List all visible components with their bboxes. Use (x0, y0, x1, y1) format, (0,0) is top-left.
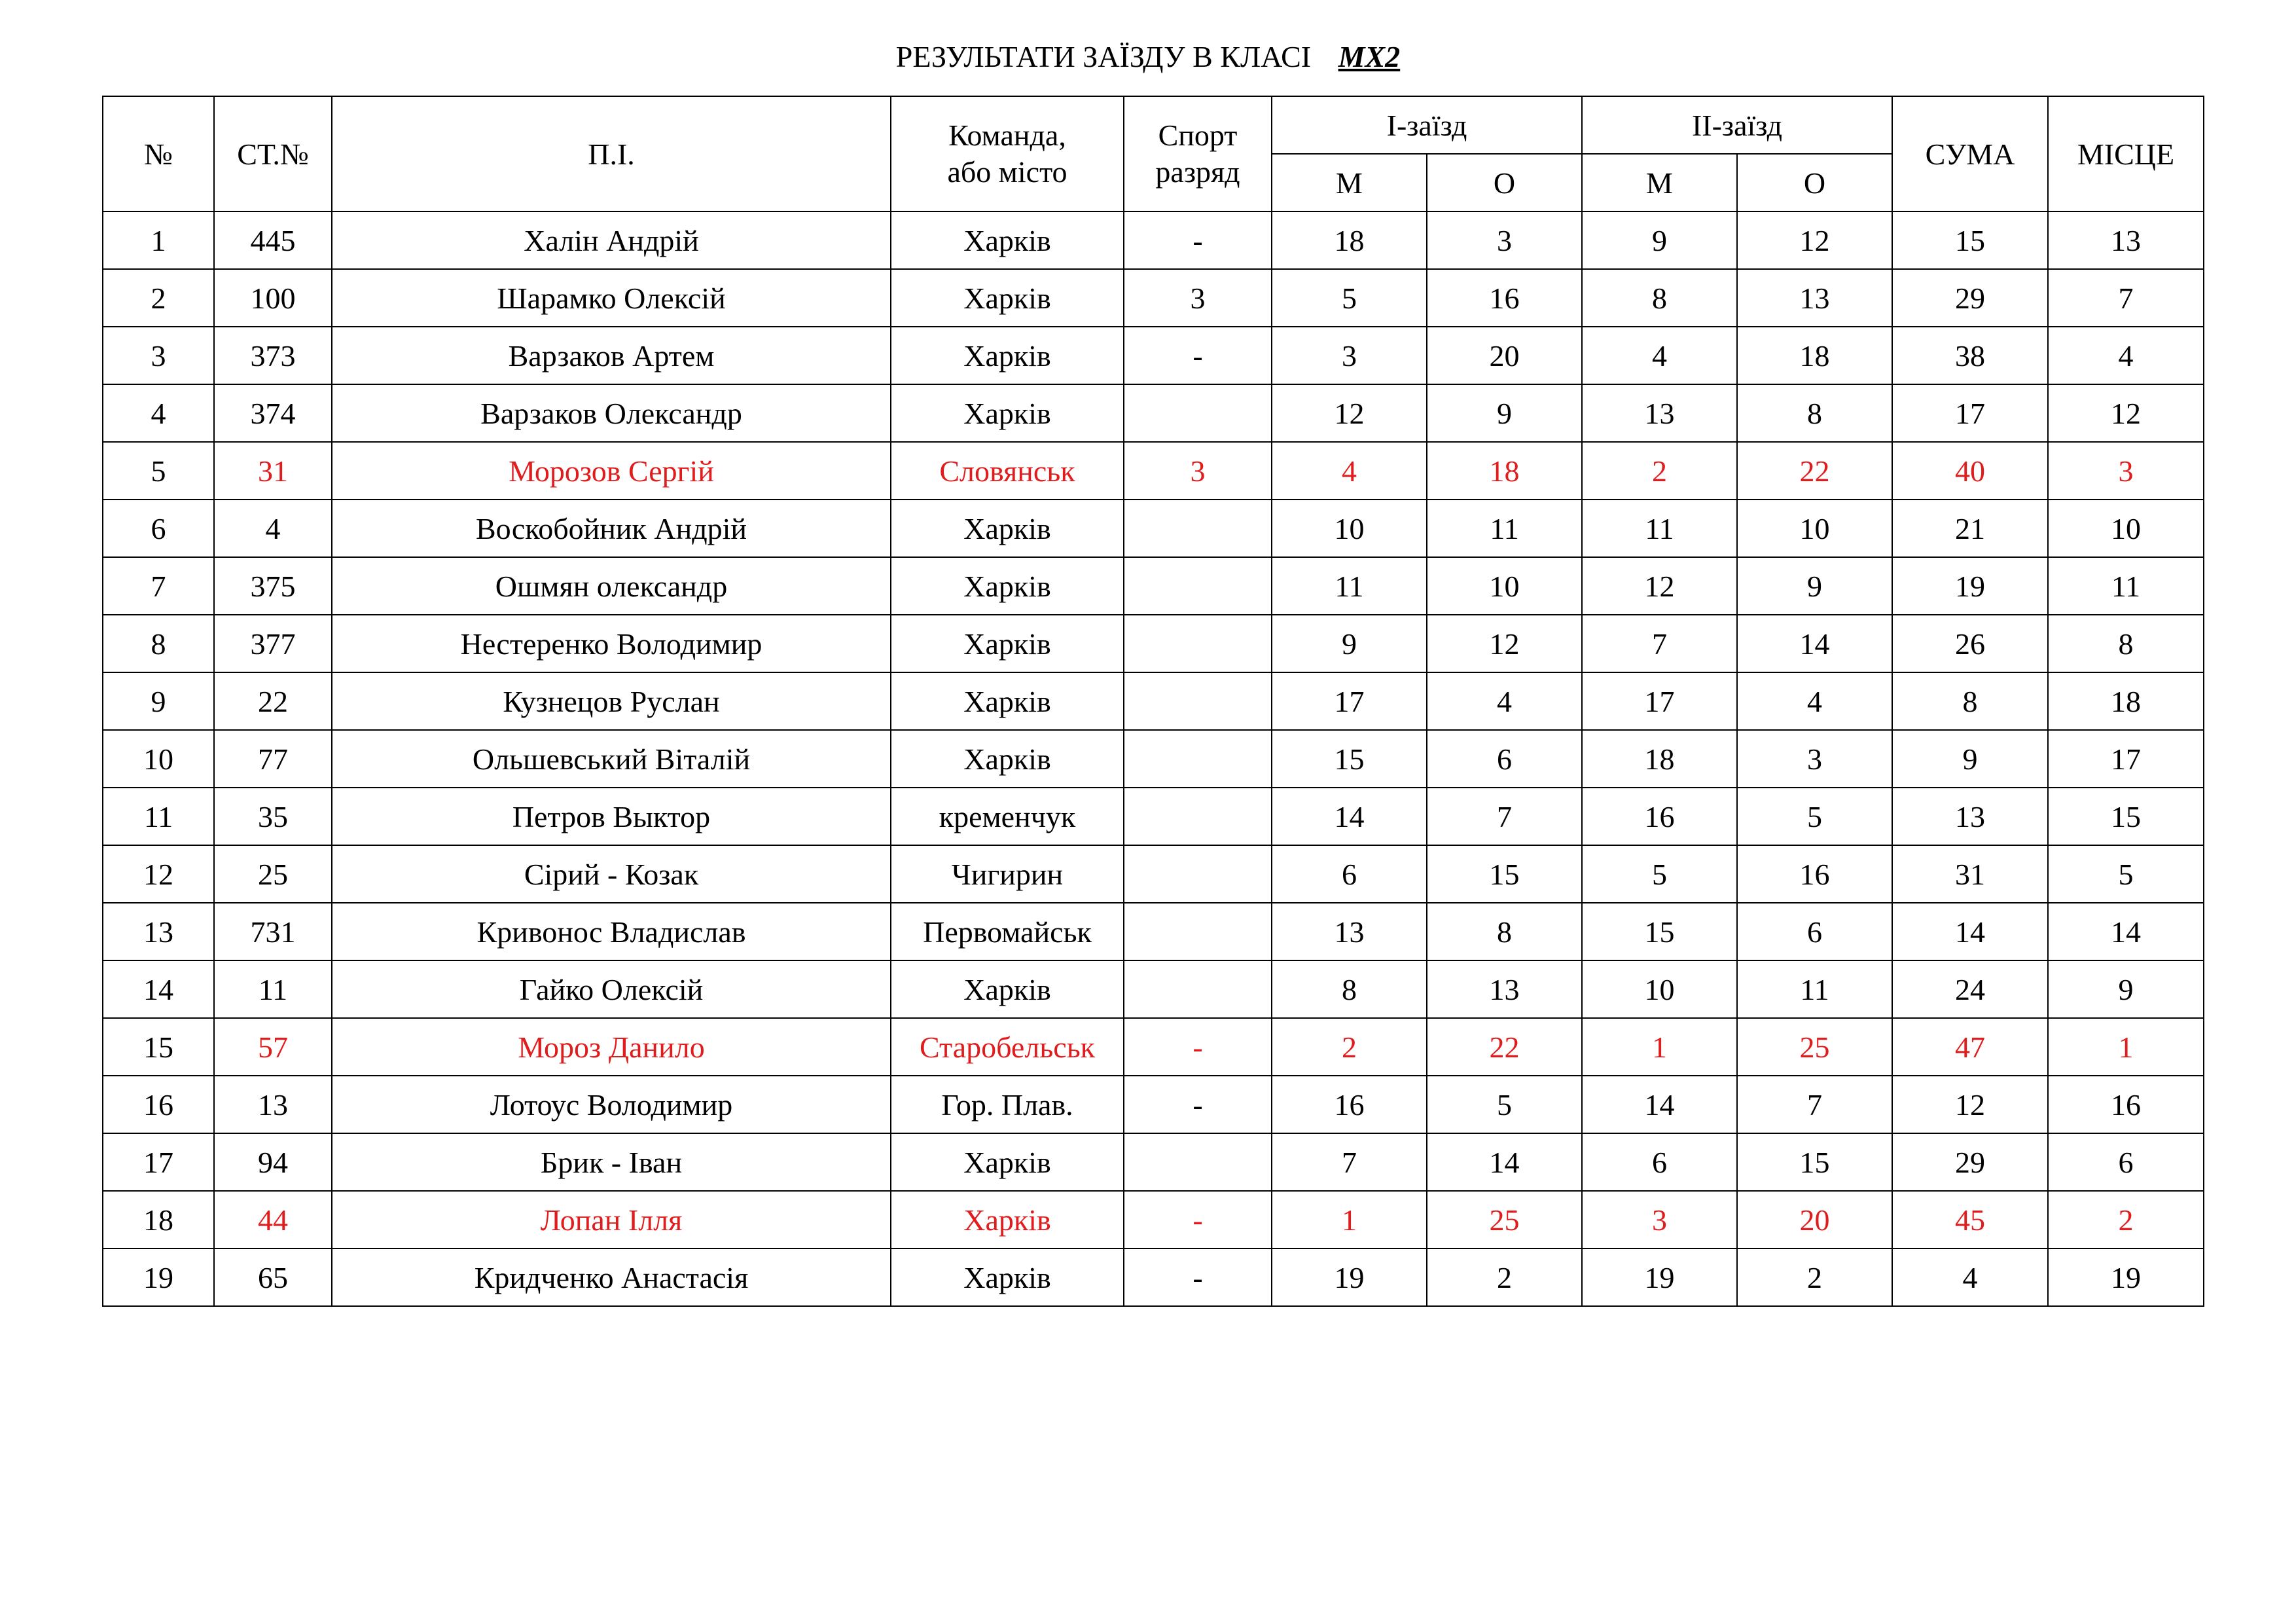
cell-name: Варзаков Олександр (332, 384, 891, 442)
cell-place: 11 (2048, 557, 2204, 615)
cell-race2-o: 2 (1737, 1249, 1892, 1306)
cell-race1-m: 18 (1272, 211, 1427, 269)
cell-rank: - (1124, 1249, 1272, 1306)
cell-rank: - (1124, 1076, 1272, 1133)
cell-race1-o: 4 (1427, 672, 1582, 730)
cell-race1-o: 25 (1427, 1191, 1582, 1249)
cell-name: Морозов Сергій (332, 442, 891, 500)
cell-race2-o: 8 (1737, 384, 1892, 442)
cell-sum: 9 (1892, 730, 2048, 788)
cell-race2-o: 5 (1737, 788, 1892, 845)
cell-name: Гайко Олексій (332, 960, 891, 1018)
cell-name: Лопан Ілля (332, 1191, 891, 1249)
cell-team: Харків (891, 615, 1124, 672)
cell-team: Харків (891, 960, 1124, 1018)
cell-rank (1124, 384, 1272, 442)
cell-race1-o: 8 (1427, 903, 1582, 960)
cell-team: Харків (891, 211, 1124, 269)
cell-race2-o: 6 (1737, 903, 1892, 960)
cell-sum: 29 (1892, 269, 2048, 327)
cell-sum: 8 (1892, 672, 2048, 730)
cell-race1-o: 20 (1427, 327, 1582, 384)
header-place: МІСЦЕ (2048, 96, 2204, 211)
cell-rank: - (1124, 327, 1272, 384)
cell-race2-m: 19 (1582, 1249, 1737, 1306)
cell-team: Харків (891, 1249, 1124, 1306)
cell-team: Харків (891, 1191, 1124, 1249)
cell-place: 12 (2048, 384, 2204, 442)
cell-race1-o: 18 (1427, 442, 1582, 500)
cell-race2-o: 11 (1737, 960, 1892, 1018)
cell-place: 15 (2048, 788, 2204, 845)
results-table (102, 96, 2204, 1307)
cell-team: Словянськ (891, 442, 1124, 500)
page-title (0, 39, 2296, 74)
cell-start-num: 13 (214, 1076, 332, 1133)
header-rank-line2: разряд (1155, 155, 1240, 189)
cell-start-num: 31 (214, 442, 332, 500)
header-race1: І-заїзд (1272, 96, 1582, 154)
cell-sum: 13 (1892, 788, 2048, 845)
cell-race2-m: 7 (1582, 615, 1737, 672)
cell-race2-o: 20 (1737, 1191, 1892, 1249)
table-body (103, 211, 2204, 1306)
cell-rank (1124, 672, 1272, 730)
header-race2-o: О (1737, 154, 1892, 211)
cell-sum: 26 (1892, 615, 2048, 672)
cell-team: кременчук (891, 788, 1124, 845)
header-race2-m: М (1582, 154, 1737, 211)
cell-race2-o: 18 (1737, 327, 1892, 384)
cell-race2-m: 17 (1582, 672, 1737, 730)
cell-team: Харків (891, 327, 1124, 384)
cell-race2-m: 18 (1582, 730, 1737, 788)
cell-rank (1124, 960, 1272, 1018)
cell-team: Гор. Плав. (891, 1076, 1124, 1133)
table-row (103, 903, 2204, 960)
table-row (103, 327, 2204, 384)
cell-start-num: 77 (214, 730, 332, 788)
title-prefix: РЕЗУЛЬТАТИ ЗАЇЗДУ В КЛАСІ (895, 40, 1312, 73)
cell-start-num: 731 (214, 903, 332, 960)
cell-race1-o: 12 (1427, 615, 1582, 672)
cell-num: 9 (103, 672, 214, 730)
cell-num: 4 (103, 384, 214, 442)
cell-rank (1124, 730, 1272, 788)
cell-race2-o: 25 (1737, 1018, 1892, 1076)
cell-place: 2 (2048, 1191, 2204, 1249)
header-num: № (103, 96, 214, 211)
cell-num: 16 (103, 1076, 214, 1133)
cell-num: 14 (103, 960, 214, 1018)
cell-race1-m: 7 (1272, 1133, 1427, 1191)
cell-race1-m: 19 (1272, 1249, 1427, 1306)
cell-num: 1 (103, 211, 214, 269)
cell-name: Нестеренко Володимир (332, 615, 891, 672)
cell-start-num: 374 (214, 384, 332, 442)
table-row (103, 1076, 2204, 1133)
header-team (891, 96, 1124, 211)
cell-name: Ольшевський Віталій (332, 730, 891, 788)
table-row (103, 442, 2204, 500)
cell-num: 8 (103, 615, 214, 672)
cell-race1-m: 1 (1272, 1191, 1427, 1249)
cell-rank: - (1124, 1191, 1272, 1249)
cell-place: 9 (2048, 960, 2204, 1018)
cell-place: 7 (2048, 269, 2204, 327)
cell-race1-m: 6 (1272, 845, 1427, 903)
cell-sum: 12 (1892, 1076, 2048, 1133)
header-sum: СУМА (1892, 96, 2048, 211)
cell-race2-o: 22 (1737, 442, 1892, 500)
cell-start-num: 375 (214, 557, 332, 615)
cell-place: 1 (2048, 1018, 2204, 1076)
cell-race2-m: 12 (1582, 557, 1737, 615)
cell-num: 6 (103, 500, 214, 557)
cell-rank (1124, 903, 1272, 960)
cell-race2-m: 13 (1582, 384, 1737, 442)
cell-race2-m: 14 (1582, 1076, 1737, 1133)
class-name: MX2 (1338, 40, 1401, 73)
cell-race1-o: 10 (1427, 557, 1582, 615)
cell-race1-m: 9 (1272, 615, 1427, 672)
cell-race2-m: 11 (1582, 500, 1737, 557)
cell-start-num: 100 (214, 269, 332, 327)
cell-race1-m: 16 (1272, 1076, 1427, 1133)
cell-name: Лотоус Володимир (332, 1076, 891, 1133)
cell-race2-m: 16 (1582, 788, 1737, 845)
cell-rank: 3 (1124, 442, 1272, 500)
cell-name: Кузнецов Руслан (332, 672, 891, 730)
cell-num: 7 (103, 557, 214, 615)
cell-race2-o: 7 (1737, 1076, 1892, 1133)
cell-race1-m: 4 (1272, 442, 1427, 500)
table-row (103, 960, 2204, 1018)
cell-team: Харків (891, 384, 1124, 442)
cell-place: 4 (2048, 327, 2204, 384)
cell-name: Брик - Іван (332, 1133, 891, 1191)
cell-place: 14 (2048, 903, 2204, 960)
cell-race2-o: 15 (1737, 1133, 1892, 1191)
cell-sum: 31 (1892, 845, 2048, 903)
cell-name: Варзаков Артем (332, 327, 891, 384)
cell-rank (1124, 557, 1272, 615)
cell-race1-o: 22 (1427, 1018, 1582, 1076)
cell-num: 12 (103, 845, 214, 903)
cell-team: Харків (891, 500, 1124, 557)
table-row (103, 1249, 2204, 1306)
cell-race2-o: 12 (1737, 211, 1892, 269)
cell-num: 15 (103, 1018, 214, 1076)
cell-race1-o: 16 (1427, 269, 1582, 327)
cell-race2-m: 1 (1582, 1018, 1737, 1076)
cell-race1-o: 9 (1427, 384, 1582, 442)
table-header (103, 96, 2204, 211)
cell-race1-o: 14 (1427, 1133, 1582, 1191)
cell-name: Халін Андрій (332, 211, 891, 269)
cell-place: 5 (2048, 845, 2204, 903)
cell-num: 10 (103, 730, 214, 788)
cell-team: Харків (891, 557, 1124, 615)
cell-sum: 45 (1892, 1191, 2048, 1249)
cell-race1-o: 13 (1427, 960, 1582, 1018)
table-row (103, 845, 2204, 903)
cell-team: Харків (891, 269, 1124, 327)
cell-team: Чигирин (891, 845, 1124, 903)
table-row (103, 672, 2204, 730)
cell-race2-o: 9 (1737, 557, 1892, 615)
cell-place: 19 (2048, 1249, 2204, 1306)
cell-race2-m: 3 (1582, 1191, 1737, 1249)
cell-race2-o: 4 (1737, 672, 1892, 730)
header-race1-m: М (1272, 154, 1427, 211)
cell-rank (1124, 788, 1272, 845)
table-row (103, 730, 2204, 788)
cell-start-num: 44 (214, 1191, 332, 1249)
cell-race1-o: 7 (1427, 788, 1582, 845)
table-row (103, 557, 2204, 615)
cell-sum: 47 (1892, 1018, 2048, 1076)
cell-place: 17 (2048, 730, 2204, 788)
cell-race2-o: 16 (1737, 845, 1892, 903)
cell-start-num: 65 (214, 1249, 332, 1306)
cell-sum: 15 (1892, 211, 2048, 269)
cell-start-num: 4 (214, 500, 332, 557)
cell-num: 3 (103, 327, 214, 384)
cell-race1-o: 11 (1427, 500, 1582, 557)
cell-sum: 24 (1892, 960, 2048, 1018)
table-row (103, 615, 2204, 672)
table-row (103, 1191, 2204, 1249)
header-start-num: СТ.№ (214, 96, 332, 211)
cell-race2-m: 9 (1582, 211, 1737, 269)
cell-race1-m: 14 (1272, 788, 1427, 845)
cell-race2-m: 10 (1582, 960, 1737, 1018)
table-row (103, 788, 2204, 845)
cell-start-num: 57 (214, 1018, 332, 1076)
cell-race1-o: 15 (1427, 845, 1582, 903)
header-race1-o: О (1427, 154, 1582, 211)
cell-race1-m: 17 (1272, 672, 1427, 730)
cell-place: 6 (2048, 1133, 2204, 1191)
cell-race2-m: 15 (1582, 903, 1737, 960)
cell-race1-m: 3 (1272, 327, 1427, 384)
cell-race1-m: 2 (1272, 1018, 1427, 1076)
cell-sum: 40 (1892, 442, 2048, 500)
cell-place: 13 (2048, 211, 2204, 269)
cell-race1-o: 2 (1427, 1249, 1582, 1306)
cell-num: 19 (103, 1249, 214, 1306)
cell-start-num: 373 (214, 327, 332, 384)
cell-race2-o: 14 (1737, 615, 1892, 672)
cell-team: Харків (891, 672, 1124, 730)
cell-rank (1124, 615, 1272, 672)
cell-place: 16 (2048, 1076, 2204, 1133)
cell-start-num: 377 (214, 615, 332, 672)
cell-race1-m: 12 (1272, 384, 1427, 442)
cell-race2-o: 3 (1737, 730, 1892, 788)
table-row (103, 1018, 2204, 1076)
cell-race2-m: 4 (1582, 327, 1737, 384)
cell-team: Первомайськ (891, 903, 1124, 960)
cell-rank: - (1124, 1018, 1272, 1076)
cell-place: 8 (2048, 615, 2204, 672)
cell-num: 2 (103, 269, 214, 327)
cell-num: 13 (103, 903, 214, 960)
cell-rank (1124, 500, 1272, 557)
cell-race2-m: 8 (1582, 269, 1737, 327)
cell-name: Сірий - Козак (332, 845, 891, 903)
cell-name: Петров Выктор (332, 788, 891, 845)
cell-rank (1124, 845, 1272, 903)
cell-start-num: 445 (214, 211, 332, 269)
cell-sum: 17 (1892, 384, 2048, 442)
cell-race1-m: 8 (1272, 960, 1427, 1018)
cell-start-num: 25 (214, 845, 332, 903)
cell-team: Харків (891, 730, 1124, 788)
cell-num: 18 (103, 1191, 214, 1249)
cell-sum: 29 (1892, 1133, 2048, 1191)
cell-team: Харків (891, 1133, 1124, 1191)
cell-start-num: 11 (214, 960, 332, 1018)
cell-start-num: 35 (214, 788, 332, 845)
header-rank-line1: Спорт (1158, 119, 1238, 152)
table-row (103, 500, 2204, 557)
cell-place: 3 (2048, 442, 2204, 500)
header-race2: ІІ-заїзд (1582, 96, 1892, 154)
cell-rank: - (1124, 211, 1272, 269)
table-row (103, 1133, 2204, 1191)
cell-race1-o: 3 (1427, 211, 1582, 269)
cell-num: 17 (103, 1133, 214, 1191)
cell-sum: 14 (1892, 903, 2048, 960)
header-rank (1124, 96, 1272, 211)
cell-sum: 21 (1892, 500, 2048, 557)
header-name: П.І. (332, 96, 891, 211)
cell-race1-o: 5 (1427, 1076, 1582, 1133)
cell-race1-m: 15 (1272, 730, 1427, 788)
cell-sum: 19 (1892, 557, 2048, 615)
cell-team: Старобельськ (891, 1018, 1124, 1076)
cell-name: Ошмян олександр (332, 557, 891, 615)
cell-race1-m: 13 (1272, 903, 1427, 960)
cell-race2-m: 6 (1582, 1133, 1737, 1191)
cell-race1-o: 6 (1427, 730, 1582, 788)
cell-race2-o: 13 (1737, 269, 1892, 327)
cell-name: Шарамко Олексій (332, 269, 891, 327)
cell-name: Кридченко Анастасія (332, 1249, 891, 1306)
cell-race1-m: 5 (1272, 269, 1427, 327)
cell-race1-m: 10 (1272, 500, 1427, 557)
table-row (103, 269, 2204, 327)
table-row (103, 211, 2204, 269)
cell-rank (1124, 1133, 1272, 1191)
cell-start-num: 94 (214, 1133, 332, 1191)
cell-race2-m: 2 (1582, 442, 1737, 500)
cell-place: 10 (2048, 500, 2204, 557)
header-team-line2: або місто (947, 155, 1067, 189)
cell-race2-m: 5 (1582, 845, 1737, 903)
cell-rank: 3 (1124, 269, 1272, 327)
cell-sum: 4 (1892, 1249, 2048, 1306)
cell-sum: 38 (1892, 327, 2048, 384)
cell-name: Мороз Данило (332, 1018, 891, 1076)
header-team-line1: Команда, (948, 119, 1066, 152)
table-row (103, 384, 2204, 442)
cell-name: Воскобойник Андрій (332, 500, 891, 557)
cell-start-num: 22 (214, 672, 332, 730)
cell-num: 5 (103, 442, 214, 500)
cell-name: Кривонос Владислав (332, 903, 891, 960)
cell-race2-o: 10 (1737, 500, 1892, 557)
cell-race1-m: 11 (1272, 557, 1427, 615)
cell-place: 18 (2048, 672, 2204, 730)
cell-num: 11 (103, 788, 214, 845)
